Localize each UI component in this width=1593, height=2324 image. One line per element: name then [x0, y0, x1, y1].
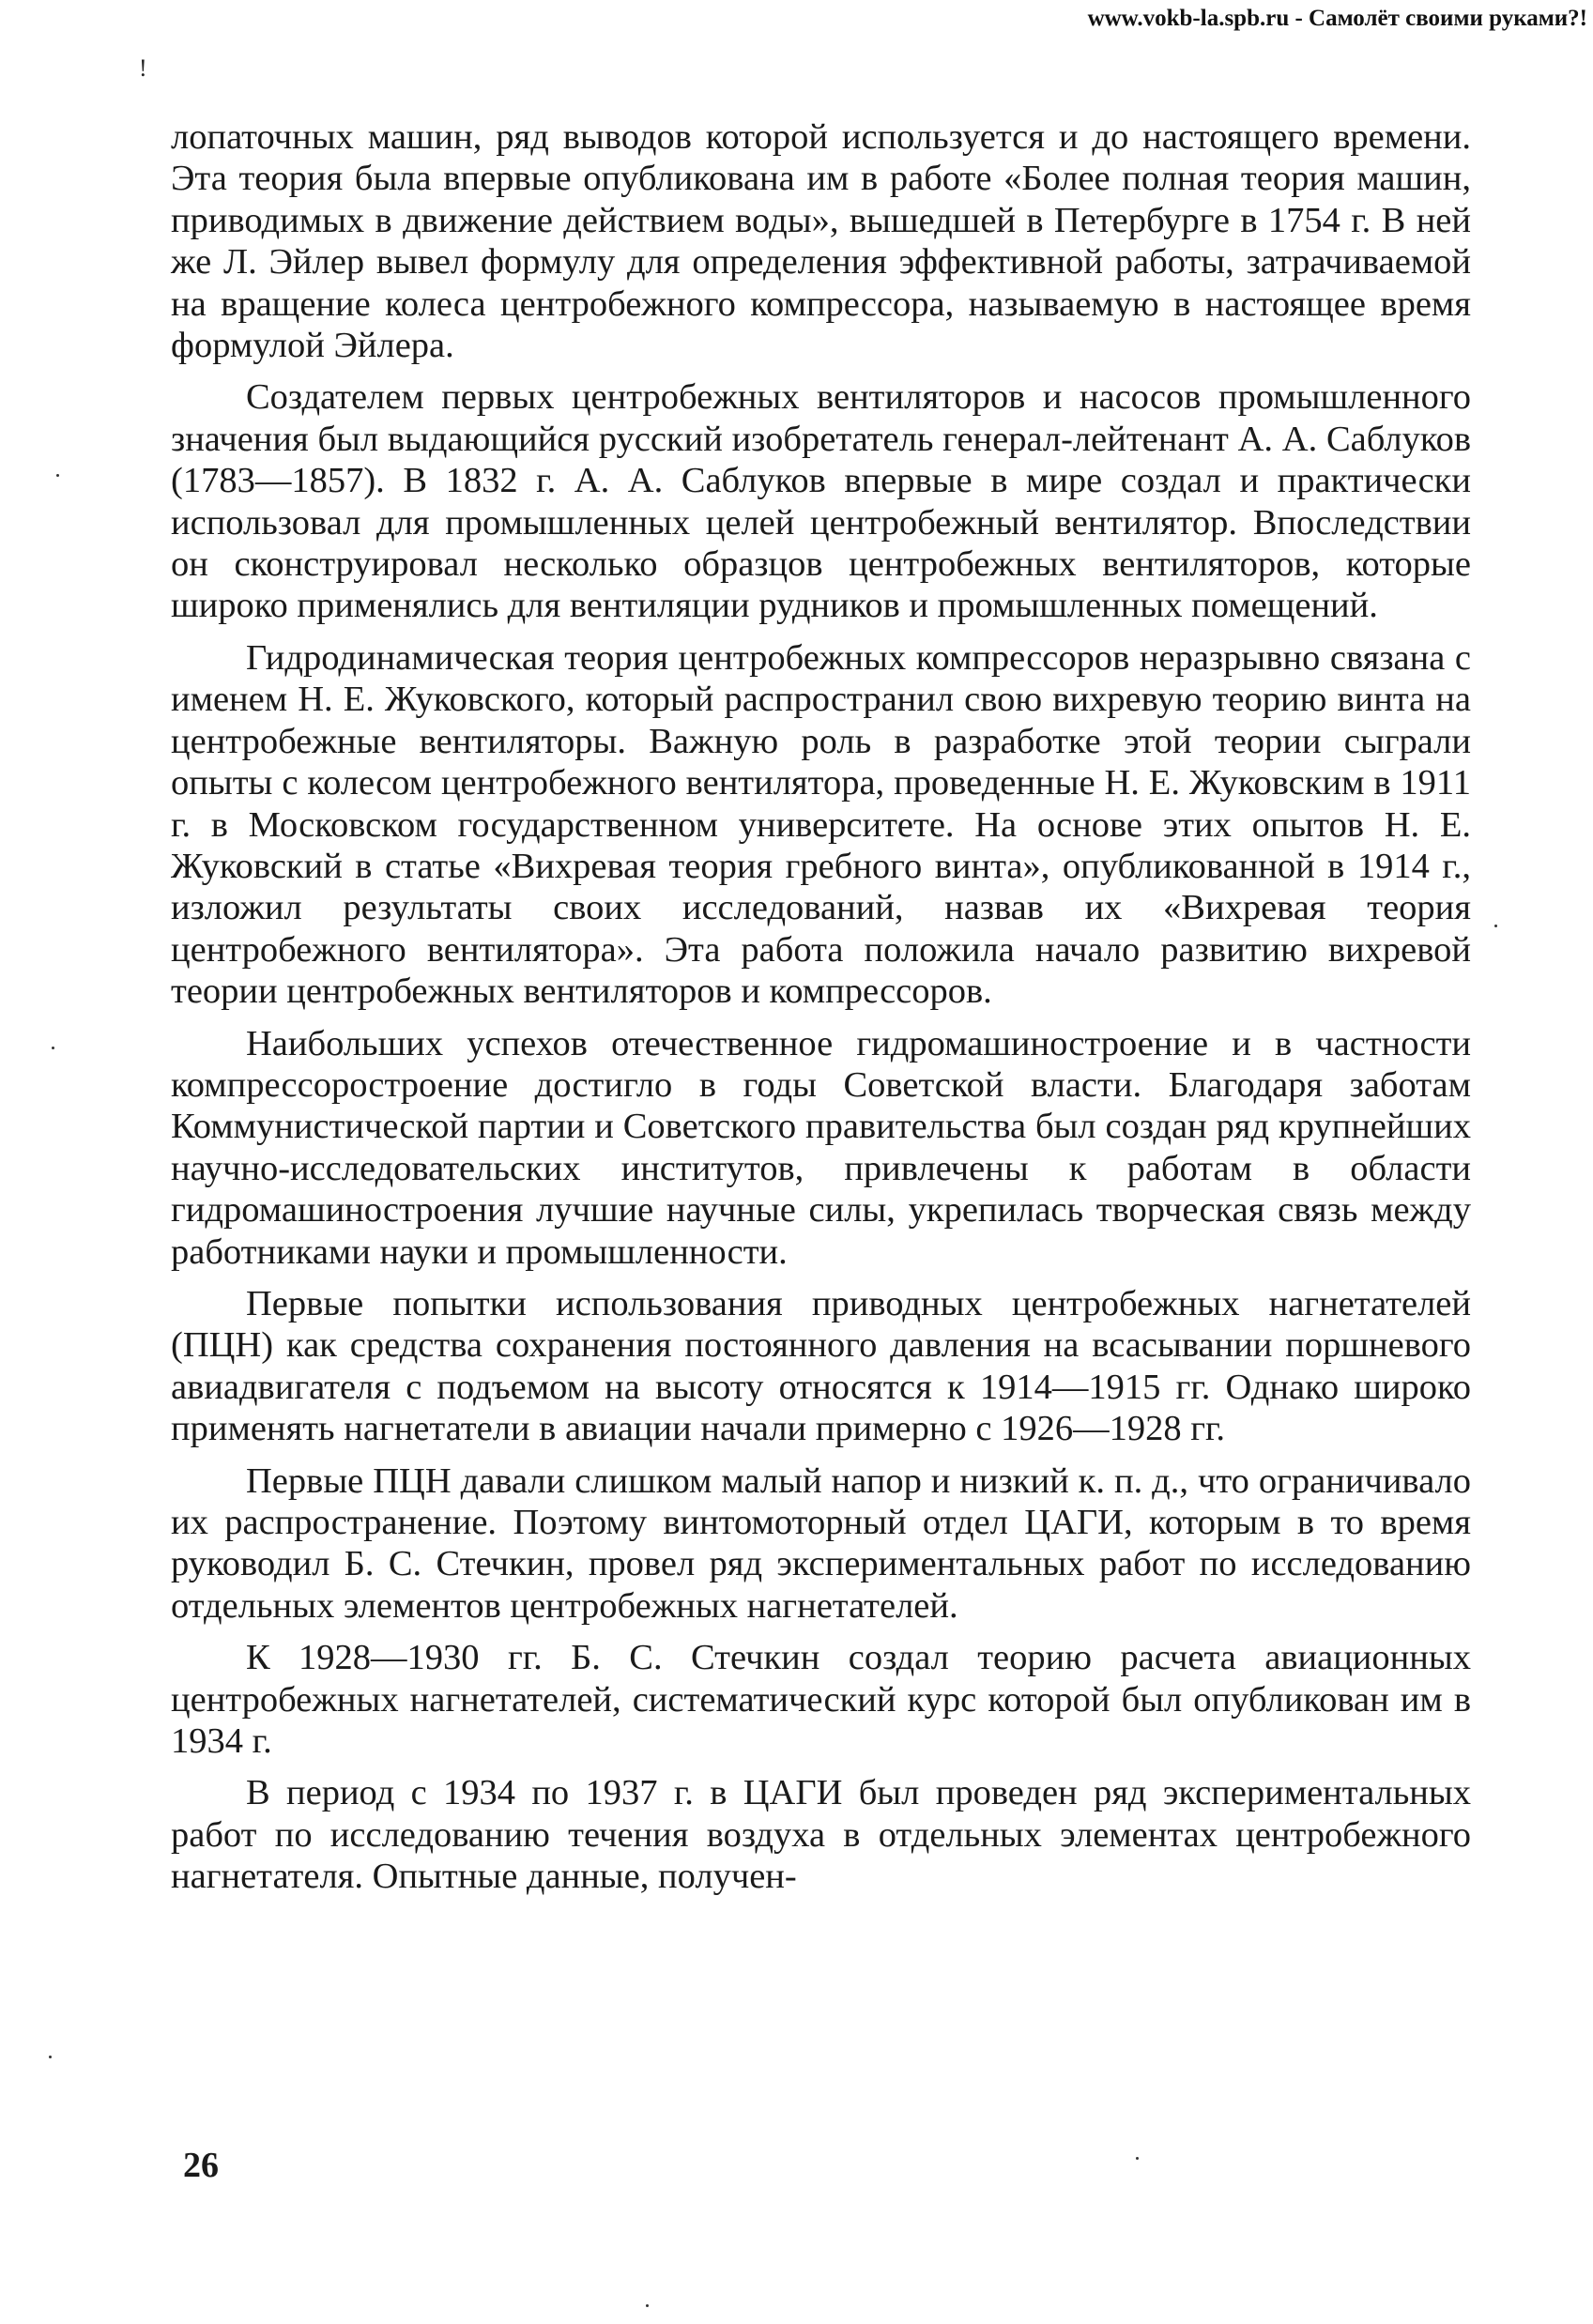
scan-speck: [1494, 925, 1497, 927]
margin-mark: !: [139, 54, 147, 82]
body-text: [171, 116, 1471, 1908]
scan-speck: [1136, 2157, 1139, 2160]
paragraph-2: Создателем первых центробежных вентиляторов и насосов промышленного значения был выдающийся русский изобретатель генерал-лейтенант А. А. Саблуков (1783—1857). В 1832 г. А. А. Саблуков впервые в мире создал и практически использовал для промышленных целей центробежный вентилятор. Впоследствии он сконструировал несколько образцов центробежных вентиляторов, которые широко применялись для вентиляции рудников и промышленных помещений.: [171, 377, 1471, 626]
paragraph-1: лопаточных машин, ряд выводов которой используется и до настоящего времени. Эта теория была впервые опубликована им в работе «Более полная теория машин, приводимых в движение действием воды», вышедшей в Петербурге в 1754 г. В ней же Л. Эйлер вывел формулу для определения эффективной работы, затрачиваемой на вращение колеса центробежного компрессора, называемую в настоящее время формулой Эйлера.: [171, 117, 1471, 366]
paragraph-4: Наибольших успехов отечественное гидромашиностроение и в частности компрессоростроение достигло в годы Советской власти. Благодаря заботам Коммунистической партии и Советского правительства был создан ряд крупнейших научно-исследовательских институтов, привлечены к работам в области гидромашиностроения лучшие научные силы, укрепилась творческая связь между работниками науки и промышленности.: [171, 1023, 1471, 1272]
scan-speck: [56, 474, 59, 477]
scan-speck: [646, 2304, 649, 2307]
header-source-line: www.vokb-la.spb.ru - Самолёт своими руками?!: [1087, 6, 1587, 31]
paragraph-8: В период с 1934 по 1937 г. в ЦАГИ был проведен ряд экспериментальных работ по исследованию течения воздуха в отдельных элементах центробежного нагнетателя. Опытные данные, получен-: [171, 1773, 1471, 1897]
paragraph-3: Гидродинамическая теория центробежных компрессоров неразрывно связана с именем Н. Е. Жуковского, который распространил свою вихревую теорию винта на центробежные вентиляторы. Важную роль в разработке этой теории сыграли опыты с колесом центробежного вентилятора, проведенные Н. Е. Жуковским в 1911 г. в Московском государственном университете. На основе этих опытов Н. Е. Жуковский в статье «Вихревая теория гребного винта», опубликованной в 1914 г., изложил результаты своих исследований, назвав их «Вихревая теория центробежного вентилятора». Эта работа положила начало развитию вихревой теории центробежных вентиляторов и компрессоров.: [171, 637, 1471, 1012]
page-number: 26: [183, 2146, 219, 2185]
scan-speck: [52, 1047, 54, 1049]
paragraph-6: Первые ПЦН давали слишком малый напор и низкий к. п. д., что ограничивало их распространение. Поэтому винтомоторный отдел ЦАГИ, которым в то время руководил Б. С. Стечкин, провел ряд экспериментальных работ по исследованию отдельных элементов центробежных нагнетателей.: [171, 1460, 1471, 1626]
paragraph-5: Первые попытки использования приводных центробежных нагнетателей (ПЦН) как средства сохранения постоянного давления на всасывании поршневого авиадвигателя с подъемом на высоту относятся к 1914—1915 гг. Однако широко применять нагнетатели в авиации начали примерно с 1926—1928 гг.: [171, 1283, 1471, 1449]
scan-speck: [49, 2056, 52, 2058]
paragraph-7: К 1928—1930 гг. Б. С. Стечкин создал теорию расчета авиационных центробежных нагнетателей, систематический курс которой был опубликован им в 1934 г.: [171, 1638, 1471, 1762]
